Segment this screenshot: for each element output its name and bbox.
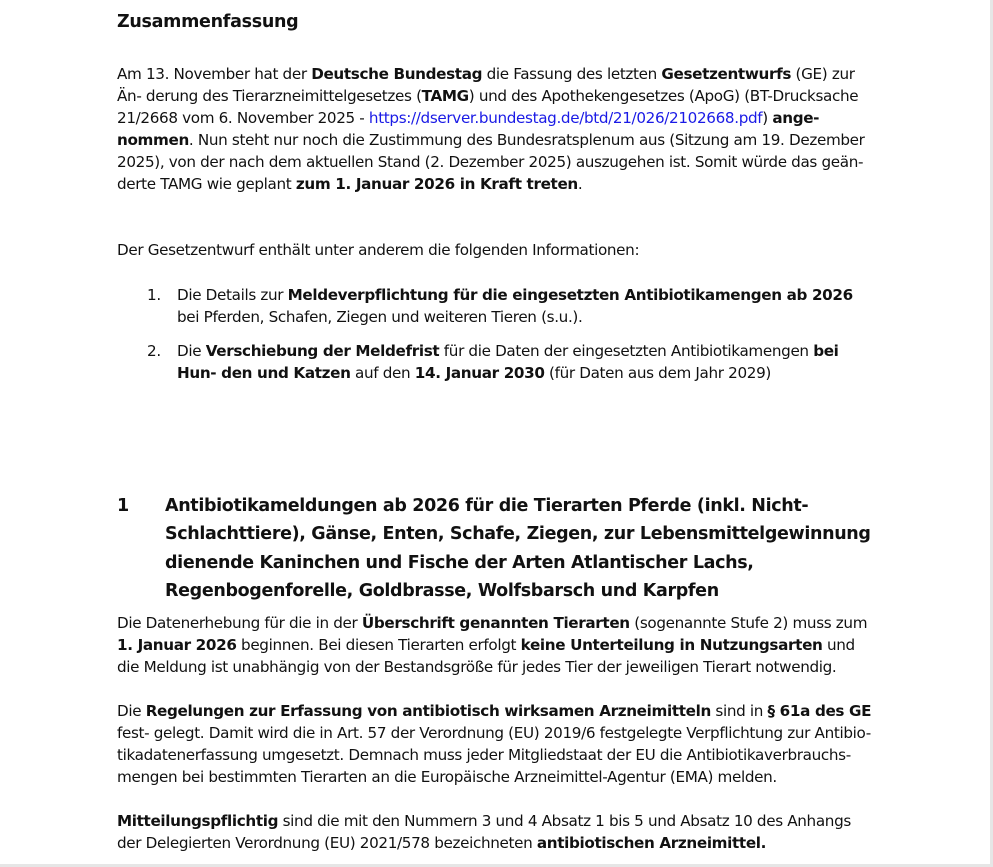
text: beginnen. Bei diesen Tierarten erfolgt [236, 636, 521, 654]
list-item [117, 284, 877, 328]
bold-text: Gesetzentwurfs [661, 65, 792, 83]
bold-text: Verschiebung der Meldefrist [205, 342, 440, 360]
section-paragraph-regulations [117, 700, 877, 788]
text: bei Pferden, Schafen, Ziegen und weiteren Tieren (s.u.). [177, 308, 583, 326]
section-number: 1 [117, 495, 129, 516]
text: die Fassung des letzten [482, 65, 662, 83]
bold-text: 14. Januar 2030 [414, 364, 545, 382]
bold-text: Überschrift genannten Tierarten [361, 614, 630, 632]
bold-text: zum 1. Januar 2026 in Kraft treten [295, 175, 578, 193]
list-number: 2. [147, 342, 161, 360]
list-number: 1. [147, 286, 161, 304]
text: . Nun steht nur noch die Zustimmung des Bundesratsplenum aus (Sitzung am 19. Dezember 2025), von der nach dem aktuellen Stand (2. Dezember 2025) auszugehen ist. Somit würde das geän- derte TAMG wie geplant [117, 131, 865, 193]
bold-text: Deutsche Bundestag [311, 65, 483, 83]
bold-text: § 61a des GE [767, 702, 872, 720]
text: (sogenannte Stufe 2) muss zum [629, 614, 868, 632]
text: sind die mit den Nummern 3 und 4 Absatz 1 bis 5 und Absatz 10 des Anhangs der Delegierten Verordnung (EU) 2021/578 bezeichneten [117, 812, 851, 852]
section-heading [117, 492, 877, 606]
text: Die [117, 702, 146, 720]
text: (für Daten aus dem Jahr 2029) [544, 364, 771, 382]
text: . [577, 175, 583, 193]
text: und die Meldung ist unabhängig von der Bestandsgröße für jedes Tier der jeweiligen Tierart notwendig. [117, 636, 855, 676]
bold-text: antibiotischen Arzneimittel. [536, 834, 767, 852]
summary-list [117, 284, 877, 396]
text: sind in [710, 702, 768, 720]
bold-text: keine Unterteilung in Nutzungsarten [520, 636, 823, 654]
bold-text: Regelungen zur Erfassung von antibiotisch wirksamen Arzneimitteln [145, 702, 711, 720]
bold-text: ange- nommen [117, 109, 820, 149]
section-title: Antibiotikameldungen ab 2026 für die Tierarten Pferde (inkl. Nicht-Schlachttiere), Gänse, Enten, Schafe, Ziegen, zur Lebensmittelgewinnung dienende Kaninchen und Fische der Arten Atlantischer Lachs, Regenbogenforelle, Goldbrasse, Wolfsbarsch und Karpfen [165, 495, 871, 601]
bold-text: TAMG [421, 87, 469, 105]
bundestag-drucksache-link[interactable]: https://dserver.bundestag.de/btd/21/026/2102668.pdf [368, 109, 763, 127]
bold-text: Mitteilungspflichtig [117, 812, 279, 830]
list-item [117, 340, 877, 384]
text: ) [762, 109, 773, 127]
text: auf den [350, 364, 415, 382]
bold-text: Meldeverpflichtung für die eingesetzten Antibiotikamengen ab 2026 [287, 286, 853, 304]
text: Die Datenerhebung für die in der [117, 614, 362, 632]
text: Die [177, 342, 206, 360]
bold-text: 1. Januar 2026 [117, 636, 237, 654]
text: fest- gelegt. Damit wird die in Art. 57 der Verordnung (EU) 2019/6 festgelegte Verpflichtung zur Antibio- tikadatenerfassung umgesetzt. Demnach muss jeder Mitgliedstaat der EU die Antibiotikaverbrauchs- mengen bei bestimmten Tierarten an die Europäische Arzneimittel-Agentur (EMA) melden. [117, 724, 871, 786]
summary-lead-paragraph: Der Gesetzentwurf enthält unter anderem die folgenden Informationen: [117, 241, 640, 259]
summary-intro-paragraph [117, 63, 877, 195]
text: für die Daten der eingesetzten Antibiotikamengen [439, 342, 814, 360]
summary-heading: Zusammenfassung [117, 12, 299, 32]
text: (GE) zur Än- derung des Tierarzneimittelgesetzes ( [117, 65, 855, 105]
text: ) und des Apothekengesetzes (ApoG) (BT-Drucksache 21/2668 vom 6. November 2025 - [117, 87, 859, 127]
text: Am 13. November hat der [117, 65, 312, 83]
section-paragraph-data-collection [117, 612, 877, 678]
text: Die Details zur [177, 286, 288, 304]
section-paragraph-reporting-duty [117, 810, 877, 854]
bold-text: bei Hun- den und Katzen [177, 342, 839, 382]
